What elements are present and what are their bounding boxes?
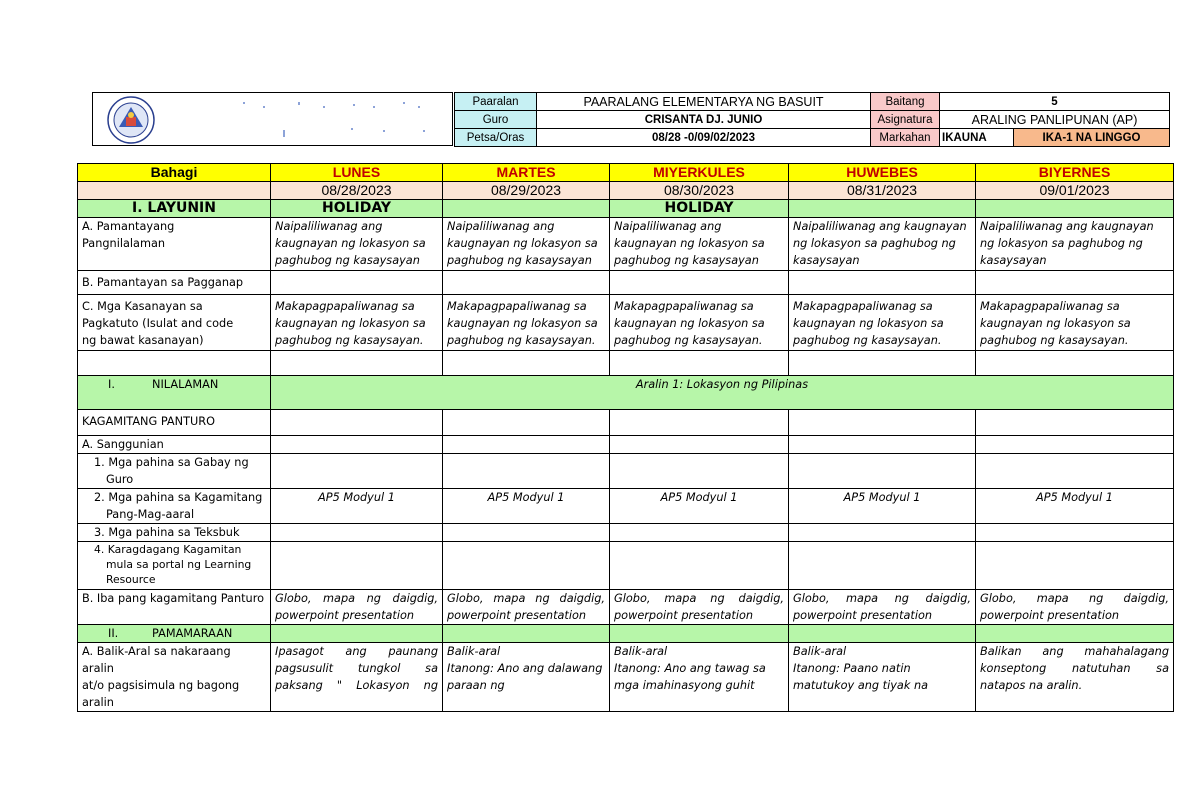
balik-cell: Balik-aral Itanong: Ano ang dalawang paraan ng [443, 643, 610, 712]
balik-label: A. Balik-Aral sa nakaraang aralin at/o pagsisimula ng bagong aralin [78, 643, 271, 712]
karagdagang-row [78, 542, 1174, 590]
pamamaraan-blank [610, 625, 789, 643]
sanggunian-blank [789, 436, 976, 454]
gabay-blank [443, 454, 610, 489]
karagdagang-blank [610, 542, 789, 590]
blank-cell [789, 351, 976, 376]
header-info-table [454, 92, 1170, 147]
week-value: IKA-1 NA LINGGO [1014, 129, 1170, 147]
teksbuk-blank [976, 524, 1174, 542]
pagganap-blank [789, 271, 976, 295]
sanggunian-blank [610, 436, 789, 454]
kasanayan-row [78, 295, 1174, 351]
date-cell: 08/31/2023 [789, 182, 976, 200]
day-header: HUWEBES [789, 164, 976, 182]
kasanayan-cell: Makapagpapaliwanag sa kaugnayan ng lokasyon sa paghubog ng kasaysayan. [271, 295, 443, 351]
days-row [78, 164, 1174, 182]
nilalaman-row [78, 376, 1174, 410]
blank-row [78, 351, 1174, 376]
balik-cell: Ipasagot ang paunang pagsusulit tungkol sa paksang " Lokasyon ng [271, 643, 443, 712]
modyul-cell: AP5 Modyul 1 [271, 489, 443, 524]
faint-text-marks [243, 96, 443, 144]
pamantayang-label: A. Pamantayang Pangnilalaman [78, 218, 271, 271]
deped-seal-icon [101, 95, 161, 145]
gabay-blank [789, 454, 976, 489]
teksbuk-label: 3. Mga pahina sa Teksbuk [78, 524, 271, 542]
petsa-value: 08/28 -0/09/02/2023 [537, 129, 871, 147]
asignatura-value: ARALING PANLIPUNAN (AP) [940, 111, 1170, 129]
date-cell: 08/30/2023 [610, 182, 789, 200]
gabay-row [78, 454, 1174, 489]
logo-box [92, 92, 453, 146]
karagdagang-label: 4. Karagdagang Kagamitan mula sa portal ng Learning Resource [78, 542, 271, 590]
layunin-blank [789, 200, 976, 218]
layunin-row [78, 200, 1174, 218]
modyul-cell: AP5 Modyul 1 [976, 489, 1174, 524]
date-cell: 08/28/2023 [271, 182, 443, 200]
day-header: MARTES [443, 164, 610, 182]
kasanayan-label: C. Mga Kasanayan sa Pagkatuto (Isulat and code ng bawat kasanayan) [78, 295, 271, 351]
pagganap-blank [610, 271, 789, 295]
kasanayan-cell: Makapagpapaliwanag sa kaugnayan ng lokasyon sa paghubog ng kasaysayan. [443, 295, 610, 351]
baitang-value: 5 [940, 93, 1170, 111]
iba-cell: Globo, mapa ng daigdig, powerpoint presentation [271, 590, 443, 625]
pamantayang-cell: Naipaliliwanag ang kaugnayan ng lokasyon sa paghubog ng kasaysayan [976, 218, 1174, 271]
balik-row [78, 643, 1174, 712]
dates-blank [78, 182, 271, 200]
pamamaraan-row [78, 625, 1174, 643]
pagganap-blank [271, 271, 443, 295]
kagamitan-blank [443, 410, 610, 436]
date-cell: 08/29/2023 [443, 182, 610, 200]
lesson-plan-table [77, 163, 1174, 712]
iba-cell: Globo, mapa ng daigdig, powerpoint presentation [443, 590, 610, 625]
balik-cell: Balikan ang mahahalagang konseptong natutuhan sa natapos na aralin. [976, 643, 1174, 712]
baitang-label: Baitang [871, 93, 940, 111]
iba-cell: Globo, mapa ng daigdig, powerpoint presentation [976, 590, 1174, 625]
nilalaman-label: NILALAMAN [152, 378, 219, 391]
teksbuk-blank [610, 524, 789, 542]
modyul-cell: AP5 Modyul 1 [789, 489, 976, 524]
gabay-blank [976, 454, 1174, 489]
holiday-label: HOLIDAY [271, 200, 443, 218]
blank-cell [78, 351, 271, 376]
day-header: BIYERNES [976, 164, 1174, 182]
header-row-guro [455, 111, 1170, 129]
day-header: MIYERKULES [610, 164, 789, 182]
karagdagang-blank [976, 542, 1174, 590]
sanggunian-label: A. Sanggunian [78, 436, 271, 454]
teksbuk-blank [789, 524, 976, 542]
nilalaman-number: I. [108, 378, 115, 391]
gabay-blank [610, 454, 789, 489]
pamamaraan-blank [976, 625, 1174, 643]
iba-row [78, 590, 1174, 625]
pamantayang-cell: Naipaliliwanag ang kaugnayan ng lokasyon sa paghubog ng kasaysayan [610, 218, 789, 271]
kagamitan-pahina-label: 2. Mga pahina sa Kagamitang Pang-Mag-aaral [78, 489, 271, 524]
blank-cell [976, 351, 1174, 376]
iba-cell: Globo, mapa ng daigdig, powerpoint presentation [789, 590, 976, 625]
iba-label: B. Iba pang kagamitang Panturo [78, 590, 271, 625]
pamamaraan-heading [78, 625, 271, 643]
pagganap-blank [976, 271, 1174, 295]
guro-label: Guro [455, 111, 537, 129]
paaralan-value: PAARALANG ELEMENTARYA NG BASUIT [537, 93, 871, 111]
header-row-petsa [455, 129, 1170, 147]
sanggunian-blank [271, 436, 443, 454]
blank-cell [610, 351, 789, 376]
kagamitan-row [78, 410, 1174, 436]
pamantayang-row [78, 218, 1174, 271]
sanggunian-blank [443, 436, 610, 454]
asignatura-label: Asignatura [871, 111, 940, 129]
pamantayang-cell: Naipaliliwanag ang kaugnayan ng lokasyon sa paghubog ng kasaysayan [789, 218, 976, 271]
pagganap-row [78, 271, 1174, 295]
gabay-label: 1. Mga pahina sa Gabay ng Guro [78, 454, 271, 489]
gabay-blank [271, 454, 443, 489]
pamamaraan-number: II. [108, 627, 119, 640]
markahan-label: Markahan [871, 129, 940, 147]
layunin-blank [976, 200, 1174, 218]
kasanayan-cell: Makapagpapaliwanag sa kaugnayan ng lokasyon sa paghubog ng kasaysayan. [976, 295, 1174, 351]
paaralan-label: Paaralan [455, 93, 537, 111]
kagamitan-pahina-row [78, 489, 1174, 524]
pamamaraan-blank [271, 625, 443, 643]
day-header: LUNES [271, 164, 443, 182]
modyul-cell: AP5 Modyul 1 [610, 489, 789, 524]
holiday-label: HOLIDAY [610, 200, 789, 218]
kagamitan-blank [976, 410, 1174, 436]
karagdagang-blank [271, 542, 443, 590]
kasanayan-cell: Makapagpapaliwanag sa kaugnayan ng lokasyon sa paghubog ng kasaysayan. [610, 295, 789, 351]
pagganap-label: B. Pamantayan sa Pagganap [78, 271, 271, 295]
kagamitan-blank [789, 410, 976, 436]
balik-cell: Balik-aral Itanong: Ano ang tawag sa mga imahinasyong guhit [610, 643, 789, 712]
pamamaraan-blank [443, 625, 610, 643]
nilalaman-value: Aralin 1: Lokasyon ng Pilipinas [271, 376, 1174, 410]
layunin-blank [443, 200, 610, 218]
modyul-cell: AP5 Modyul 1 [443, 489, 610, 524]
iba-cell: Globo, mapa ng daigdig, powerpoint presentation [610, 590, 789, 625]
petsa-label: Petsa/Oras [455, 129, 537, 147]
kagamitan-blank [271, 410, 443, 436]
kasanayan-cell: Makapagpapaliwanag sa kaugnayan ng lokasyon sa paghubog ng kasaysayan. [789, 295, 976, 351]
kagamitan-blank [610, 410, 789, 436]
teksbuk-blank [271, 524, 443, 542]
bahagi-header: Bahagi [78, 164, 271, 182]
layunin-heading: I. LAYUNIN [78, 200, 271, 218]
sanggunian-blank [976, 436, 1174, 454]
pamantayang-cell: Naipaliliwanag ang kaugnayan ng lokasyon sa paghubog ng kasaysayan [443, 218, 610, 271]
balik-cell: Balik-aral Itanong: Paano natin matutukoy ang tiyak na [789, 643, 976, 712]
sanggunian-row [78, 436, 1174, 454]
blank-cell [443, 351, 610, 376]
karagdagang-blank [789, 542, 976, 590]
blank-cell [271, 351, 443, 376]
teksbuk-blank [443, 524, 610, 542]
teksbuk-row [78, 524, 1174, 542]
guro-value: CRISANTA DJ. JUNIO [537, 111, 871, 129]
kagamitan-label: KAGAMITANG PANTURO [78, 410, 271, 436]
pamamaraan-label: PAMAMARAAN [152, 627, 233, 640]
pagganap-blank [443, 271, 610, 295]
dates-row [78, 182, 1174, 200]
header-row-paaralan [455, 93, 1170, 111]
markahan-value: IKAUNA [940, 129, 1014, 147]
nilalaman-heading [78, 376, 271, 410]
pamantayang-cell: Naipaliliwanag ang kaugnayan ng lokasyon sa paghubog ng kasaysayan [271, 218, 443, 271]
pamamaraan-blank [789, 625, 976, 643]
date-cell: 09/01/2023 [976, 182, 1174, 200]
karagdagang-blank [443, 542, 610, 590]
